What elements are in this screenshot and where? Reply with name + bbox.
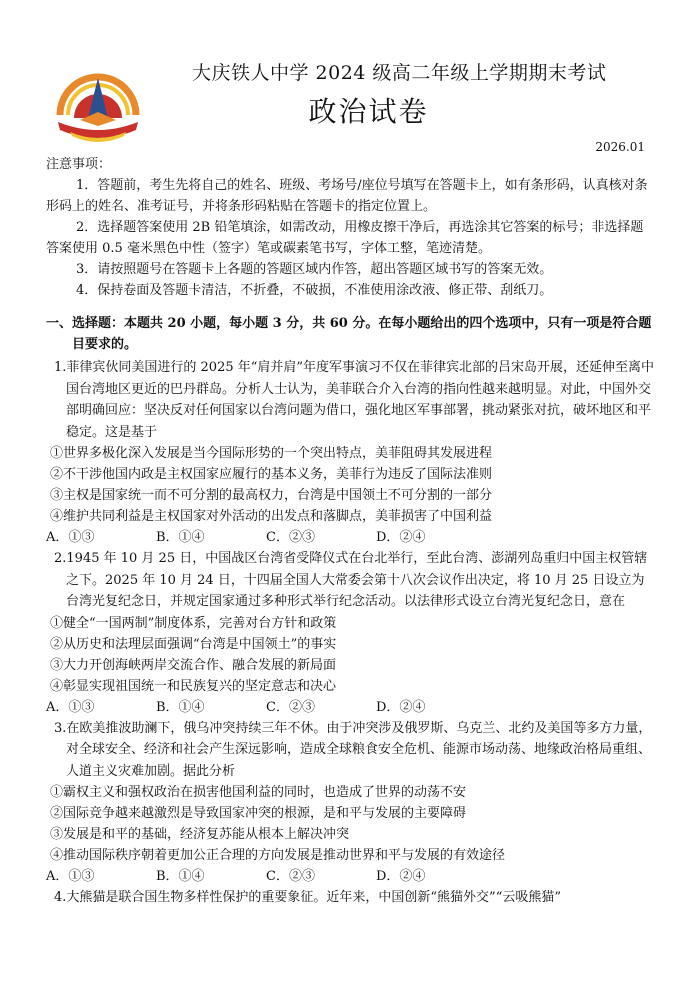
question-stem: 2.1945 年 10 月 25 日，中国战区台湾省受降仪式在台北举行，至此台湾、澎湖列岛重归中国主权管辖之下。2025 年 10 月 24 日，十四届全国人大常委会第十八次会议作出决定，将 10 月 25 日设立为台湾光复纪念日，并规定国家通过多种形式举行纪念活动。以法律形式设立台湾光复纪念日，意在 <box>54 551 648 609</box>
question-option: ④彰显实现祖国统一和民族复兴的坚定意志和决心 <box>50 678 337 694</box>
choice-b: B．①④ <box>156 530 205 545</box>
choice-d: D．②④ <box>376 699 426 715</box>
question-option: ③主权是国家统一而不可分割的最高权力，台湾是中国领土不可分割的一部分 <box>50 488 493 503</box>
school-exam-title: 大庆铁人中学 2024 级高二年级上学期期末考试 <box>192 62 607 84</box>
question-stem: 4.大熊猫是联合国生物多样性保护的重要象征。近年来，中国创新“熊猫外交”“云吸熊猫” <box>54 890 561 905</box>
choice-d: D．②④ <box>376 869 426 884</box>
question-option: ④推动国际秩序朝着更加公正合理的方向发展是推动世界和平与发展的有效途径 <box>50 848 506 863</box>
question-option: ①霸权主义和强权政治在损害他国利益的同时，也造成了世界的动荡不安 <box>50 785 467 800</box>
choice-d: D．②④ <box>376 530 426 545</box>
question-option: ②从历史和法理层面强调“台湾是中国领土”的事实 <box>50 636 337 652</box>
question-option: ③发展是和平的基础，经济复苏能从根本上解决冲突 <box>50 827 350 842</box>
notice-heading: 注意事项： <box>46 157 112 172</box>
section-heading: 一、选择题：本题共 20 小题，每小题 3 分，共 60 分。在每小题给出的四个选项中，只有一项是符合题目要求的。 <box>46 316 652 352</box>
question-option: ④维护共同利益是主权国家对外活动的出发点和落脚点，美菲损害了中国利益 <box>50 509 493 524</box>
answer-choices <box>46 527 656 548</box>
answer-choices <box>46 697 656 718</box>
question-3 <box>46 718 656 888</box>
question-option: ②不干涉他国内政是主权国家应履行的基本义务，美菲行为违反了国际法准则 <box>50 467 493 482</box>
notice-item: 4．保持卷面及答题卡清洁，不折叠，不破损，不准使用涂改液、修正带、刮纸刀。 <box>76 283 553 298</box>
exam-subject-title: 政治试卷 <box>308 95 429 128</box>
question-stem: 1.菲律宾伙同美国进行的 2025 年“肩并肩”年度军事演习不仅在菲律宾北部的吕宋岛开展，还延伸至离中国台湾地区更近的巴丹群岛。分析人士认为，美菲联合介入台湾的指向性越来越明显。对此，中国外交部明确回应：坚决反对任何国家以台湾问题为借口，强化地区军事部署，挑动紧张对抗，破坏地区和平稳定。这是基于 <box>54 360 655 440</box>
choice-c: C．②③ <box>266 530 315 545</box>
choice-a: A．①③ <box>46 699 95 715</box>
choice-b: B．①④ <box>156 869 205 884</box>
exam-content <box>46 155 656 909</box>
question-4 <box>46 887 656 909</box>
choice-b: B．①④ <box>156 699 205 715</box>
choice-a: A．①③ <box>46 530 95 545</box>
notice-item: 2．选择题答案使用 2B 铅笔填涂，如需改动，用橡皮擦干净后，再选涂其它答案的标号；非选择题答案使用 0.5 毫米黑色中性（签字）笔或碳素笔书写，字体工整，笔迹清楚。 <box>46 220 644 256</box>
exam-date: 2026.01 <box>595 140 645 154</box>
choice-c: C．②③ <box>266 869 315 884</box>
choice-c: C．②③ <box>266 699 315 715</box>
question-option: ②国际竞争越来越激烈是导致国家冲突的根源，是和平与发展的主要障碍 <box>50 806 467 821</box>
question-option: ③大力开创海峡两岸交流合作、融合发展的新局面 <box>50 657 337 673</box>
question-2 <box>46 548 656 718</box>
question-option: ①世界多极化深入发展是当今国际形势的一个突出特点，美菲阻碍其发展进程 <box>50 446 493 461</box>
answer-choices <box>46 866 656 887</box>
choice-a: A．①③ <box>46 869 95 884</box>
question-1 <box>46 357 656 548</box>
notice-item: 1．答题前，考生先将自己的姓名、班级、考场号/座位号填写在答题卡上，如有条形码，认真核对条形码上的姓名、准考证号，并将条形码粘贴在答题卡的指定位置上。 <box>46 178 648 214</box>
question-stem: 3.在欧美推波助澜下，俄乌冲突持续三年不休。由于冲突涉及俄罗斯、乌克兰、北约及美国等多方力量，对全球安全、经济和社会产生深远影响，造成全球粮食安全危机、能源市场动荡、地缘政治格局重组、人道主义灾难加剧。据此分析 <box>54 720 652 779</box>
notice-item: 3．请按照题号在答题卡上各题的答题区域内作答，超出答题区域书写的答案无效。 <box>76 262 553 277</box>
question-option: ①健全“一国两制”制度体系，完善对台方针和政策 <box>50 615 337 631</box>
